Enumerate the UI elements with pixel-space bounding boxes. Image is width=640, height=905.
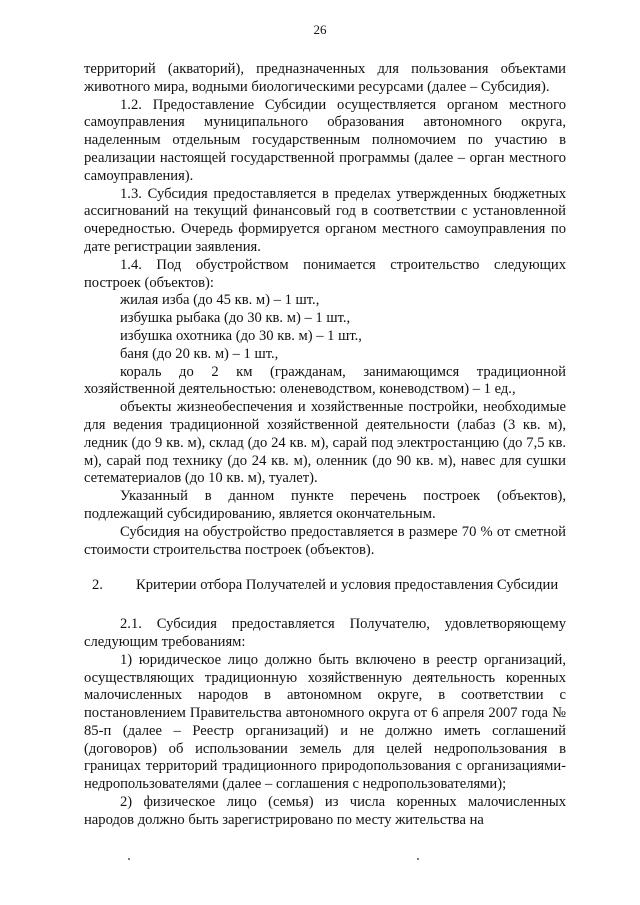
paragraph-1-2: 1.2. Предоставление Субсидии осуществляется органом местного самоуправления муниципального образования автономного округа, наделенным отдельным государственным полномочием по участию в реализации настоящей государственной программы (далее – орган местного самоуправления). [84, 96, 566, 184]
section-title: Критерии отбора Получателей и условия предоставления Субсидии [136, 577, 559, 594]
scan-speck [128, 858, 130, 860]
paragraph-subsidy-rate: Субсидия на обустройство предоставляется в размере 70 % от сметной стоимости строительства построек (объектов). [84, 523, 566, 558]
list-item-house: жилая изба (до 45 кв. м) – 1 шт., [120, 292, 320, 309]
paragraph-facilities: объекты жизнеобеспечения и хозяйственные постройки, необходимые для ведения традиционной хозяйственной деятельности (лабаз (3 кв. м), ледник (до 9 кв. м), склад (до 24 кв. м), сарай под электростанцию (до 7,5 кв. м), сарай под технику (до 24 кв. м), оленник (до 90 кв. м), навес для сушки сетематериалов (до 10 кв. м), туалет). [84, 399, 566, 487]
paragraph-requirement-1: 1) юридическое лицо должно быть включено в реестр организаций, осуществляющих традиционную хозяйственную деятельность коренных малочисленных народов в автономном округе, в соответствии с постановлением Правительства автономного округа от 6 апреля 2007 года № 85-п (далее – Реестр организаций) и не должно иметь соглашений (договоров) об использовании земель для целей недропользования в границах территорий традиционного природопользования с организациями-недропользователями (далее – соглашения с недропользователями); [84, 651, 566, 793]
paragraph-corral: кораль до 2 км (гражданам, занимающимся традиционной хозяйственной деятельностью: оленеводством, коневодством) – 1 ед., [84, 363, 566, 398]
paragraph-1-3: 1.3. Субсидия предоставляется в пределах утвержденных бюджетных ассигнований на текущий финансовый год в соответствии с установленной очередностью. Очередь формируется органом местного самоуправления по дате регистрации заявления. [84, 185, 566, 255]
scan-speck [417, 858, 419, 860]
paragraph-1-4: 1.4. Под обустройством понимается строительство следующих построек (объектов): [84, 256, 566, 291]
paragraph: территорий (акваторий), предназначенных для пользования объектами животного мира, водными биологическими ресурсами (далее – Субсидия). [84, 61, 566, 95]
paragraph-2-1: 2.1. Субсидия предоставляется Получателю, удовлетворяющему следующим требованиям: [84, 616, 566, 650]
section-number: 2. [92, 577, 103, 594]
list-item-fisher-hut: избушка рыбака (до 30 кв. м) – 1 шт., [120, 310, 351, 327]
section-heading [84, 577, 566, 595]
document-body [84, 61, 566, 830]
page-number: 26 [313, 22, 327, 37]
list-item-bath: баня (до 20 кв. м) – 1 шт., [120, 345, 279, 362]
paragraph-list-final: Указанный в данном пункте перечень построек (объектов), подлежащий субсидированию, является окончательным. [84, 488, 566, 522]
paragraph-requirement-2: 2) физическое лицо (семья) из числа коренных малочисленных народов должно быть зарегистрировано по месту жительства на [84, 794, 566, 828]
list-item-hunter-hut: избушка охотника (до 30 кв. м) – 1 шт., [120, 327, 362, 344]
